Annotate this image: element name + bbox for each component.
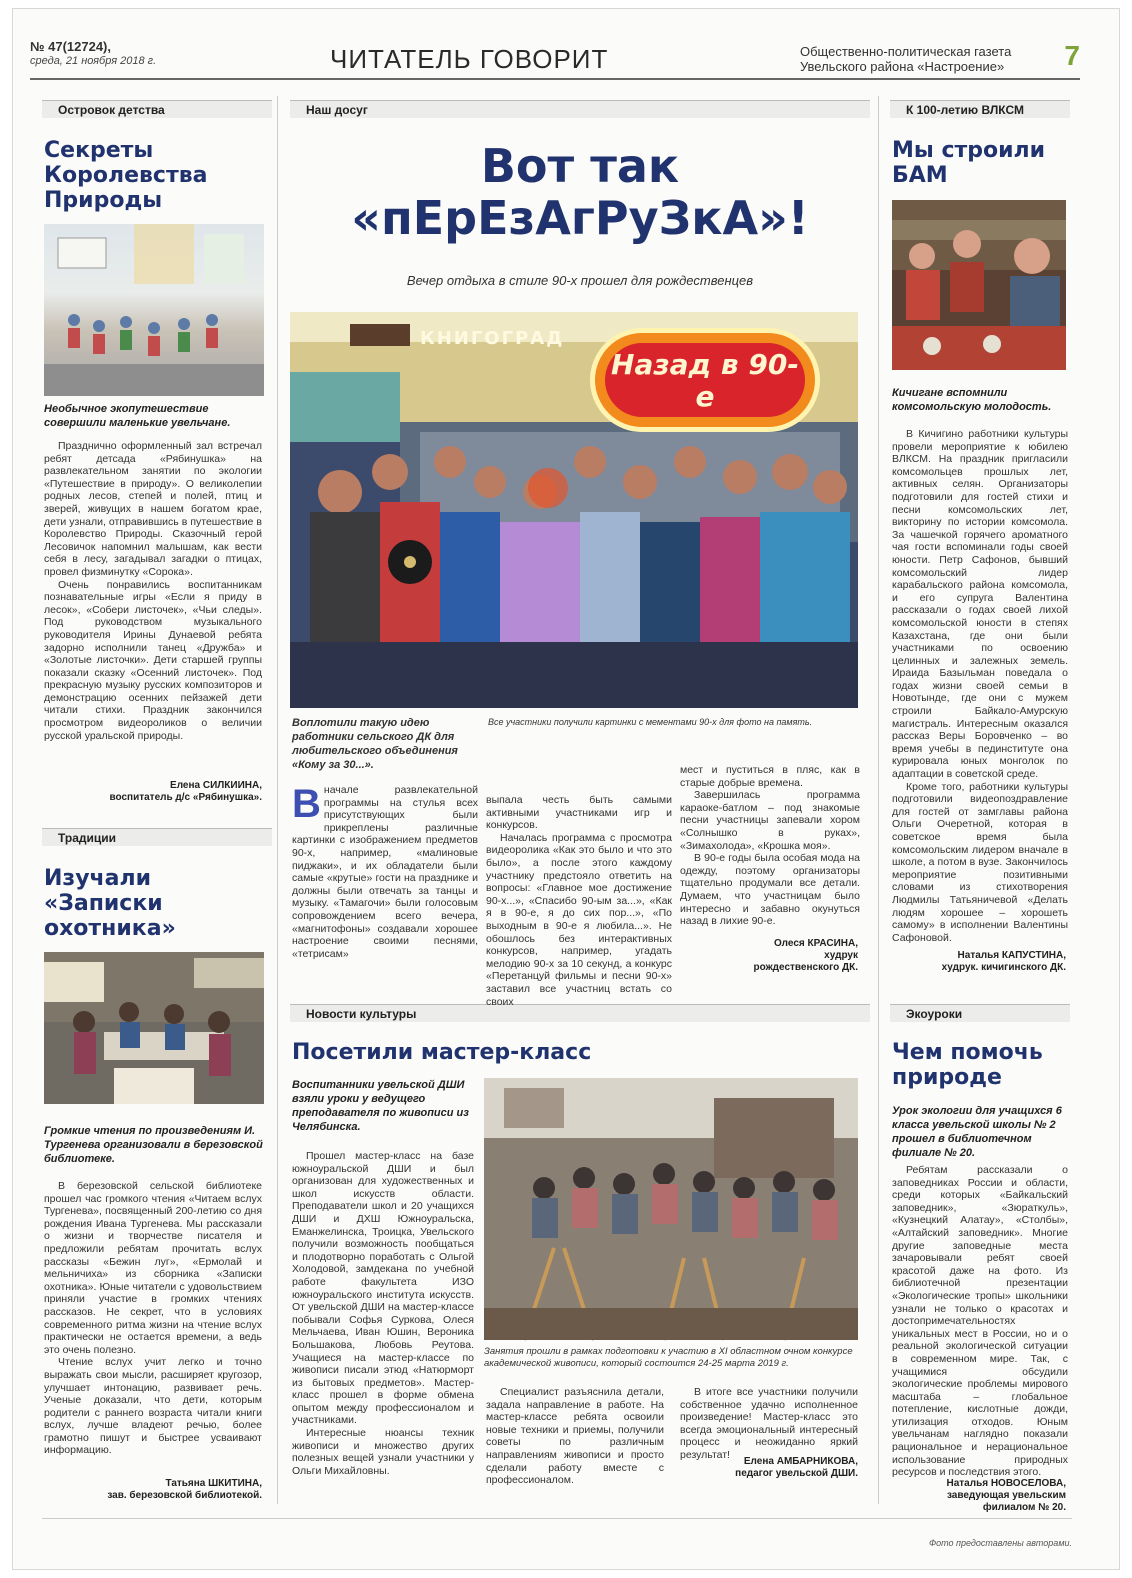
rubric-tradicii: Традиции	[42, 828, 272, 846]
masthead	[30, 36, 1080, 80]
dropcap: В	[292, 782, 321, 826]
vlksm-photo	[892, 200, 1066, 370]
main-headline: Вот так «пЕрЕзАгРуЗкА»!	[351, 139, 809, 245]
article-body: В Кичигино работники культуры провели мероприятие к юбилею ВЛКСМ. На праздник пригласили комсомольцев прошлых лет, активных селян. Организаторы подготовили для гостей стихи и песни комсомольских лет, викторину по истории комсомола. За чашечкой горячего ароматного чая гости вспоминали годы своей юности. Петр Сафонов, бывший комсомольский лидер карабальского района комсомола, и его супруга Валентина рассказали о годах своей лихой комсомольской юности в степях Казахстана, где они были участниками по освоению целинных и залежных земель. Ираида Базыльман поведала о годах жизни своей семьи в Новотынде, где они с мужем строили Байкало-Амурскую магистраль. Интересным оказался рассказ Веры Боровченко – во время учебы в пединституте она курировала юных монголок по адаптации в советской среде. Кроме того, работники культуры подготовили видеопоздравление для гостей от замглавы района Ольги Очеретной, которая в советское время была комсомольским лидером вначале в школе, а потом в вузе. Закончилось мероприятие позитивными словами из стихотворения Людмилы Татьяничевой «Делать людям хорошее – хорошеть самому» в исполнении Валентины Сафоновой.	[892, 428, 1068, 944]
main-body-col3: мест и пуститься в пляс, как в старые добрые времена. Завершилась программа караоке-батлом – под знакомые песни участницы запевали хором «Солнышко в руках», «Зимахолода», «Крошка моя». В 90-е годы была особая мода на одежду, поэтому организаторы тщательно продумали все детали. Думаем, что участницам было интересно и забавно окунуться назад в лихие 90-е.	[680, 764, 860, 928]
article-title: Чем помочь природе	[892, 1040, 1043, 1090]
column-divider-right	[878, 96, 879, 1504]
rubric-ostrovok: Островок детства	[42, 100, 272, 118]
rubric-dosug: Наш досуг	[290, 100, 870, 118]
rubric-novosti: Новости культуры	[290, 1004, 870, 1022]
issue-date: среда, 21 ноября 2018 г.	[30, 55, 157, 67]
masterclass-photo	[484, 1078, 858, 1340]
section-title: ЧИТАТЕЛЬ ГОВОРИТ	[330, 44, 609, 74]
main-body-col2: выпала честь быть самыми активными участниками игр и конкурсов. Началась программа с просмотра видеоролика «Как это было и что это было», а после этого каждому участнику предстояло ответить на вопросы: «Главное мое достижение 90-х...», «Спасибо 90-ым за...», «Как я в 90-е, я до сих пор...», «По выходным в 90-е я любила...». Не обошлось без интерактивных конкурсов, например, угадать мелодию 90-х за 10 секунд, а конкурс «Перетанцуй фильмы и песни 90-х» заставил все участниц встать со своих	[486, 794, 672, 1008]
retro-sign-text: Назад в 90-е	[605, 343, 805, 417]
article-lead: Необычное экопутешествие совершили маленькие увельчане.	[44, 403, 231, 429]
main-subhead: Вечер отдыха в стиле 90-х прошел для рождественцев	[406, 273, 754, 288]
article-body-col3: В итоге все участники получили собственное удачно исполненное произведение! Мастер-класс это всегда эмоциональный интересный процесс и неожиданно яркий результат!	[680, 1386, 858, 1461]
main-party-photo	[290, 312, 858, 708]
page-number: 7	[1064, 40, 1080, 71]
kindergarten-photo	[44, 224, 264, 396]
article-title: Мы строили БАМ	[892, 138, 1046, 188]
article-signature: Елена АМБАРНИКОВА, педагог увельской ДШИ.	[735, 1456, 858, 1479]
veterans-tea-scene-image	[892, 200, 1066, 370]
photo-caption-left: Воплотили такую идею работники сельского ДК для любительского объединения «Кому за 30...».	[292, 717, 458, 771]
footer-rule	[42, 1518, 1072, 1519]
column-divider-left	[277, 96, 278, 1504]
store-sign: КНИГОГРАД	[420, 328, 565, 349]
library-reading-scene-image	[44, 952, 264, 1104]
article-body: Прошел мастер-класс на базе южноуральской ДШИ и был организован для художественных и школ искусств области. Преподаватели школ и 20 учащихся ДШИ и ДХШ Южноуральска, Еманжелинска, Троицка, Увельского получили возможность пообщаться и плодотворно поработать с Ольгой Холодовой, замдекана по учебной работе факультета ИЗО южноуральского института искусств. От увельской ДШИ на мастер-классе побывали Софья Суркова, Олеся Мельчаева, Иван Юшин, Вероника Большакова, Любовь Реутова. Учащиеся на мастер-классе по живописи писали этюд «Натюрморт из бытовых предметов». Мастер-класс прошел в форме обмена опытом между профессионалом и участниками. Интересные нюансы техник живописи и множество других полезных вещей узнали участники у Ольги Михайловны.	[292, 1150, 474, 1477]
library-photo	[44, 952, 264, 1104]
article-body: В березовской сельской библиотеке прошел час громкого чтения «Читаем вслух Тургенева», посвященный 200-летию со дня рождения Ивана Тургенева. Мы рассказали о жизни и творчестве писателя и предложили ребятам прочитать вслух рассказы «Бежин луг», «Ермолай и мельничиха» из сборника «Записки охотника». Юные читатели с удовольствием приняли участие в громких чтениях рассказов. Не секрет, что в условиях современного ритма жизни на чтение вслух практически не остается времени, а ведь это очень полезно. Чтение вслух учит легко и точно выражать свои мысли, расширяет кругозор, улучшает интонацию, развивает речь. Ученые доказали, что дети, которым родители с раннего возраста читали книги вслух, лучше владеют речью, более грамотно пишут и быстрее усваивают информацию.	[44, 1180, 262, 1457]
photo-caption-right: Все участники получили картинки с мементами 90-х для фото на память.	[488, 717, 813, 727]
rubric-ekouroki: Экоуроки	[890, 1004, 1070, 1022]
kindergarten-scene-image	[44, 224, 264, 396]
article-title: Изучали «Записки охотника»	[44, 866, 176, 941]
article-lead: Громкие чтения по произведениям И. Тургенева организовали в березовской библиотеке.	[44, 1125, 263, 1165]
article-title: Посетили мастер-класс	[292, 1040, 592, 1065]
article-signature: Татьяна ШКИТИНА, зав. березовской библиотекой.	[107, 1478, 262, 1501]
article-signature: Наталья КАПУСТИНА, худрук. кичигинского ДК.	[941, 950, 1066, 973]
painting-class-scene-image	[484, 1078, 858, 1340]
article-body: Празднично оформленный зал встречал ребят детсада «Рябинушка» на развлекательном занятии по экологии «Путешествие в природу». О великолепии родных лесов, степей и полей, птиц и зверей, живущих в нашем богатом крае, дети узнали, отправившись в путешествие в Королевство Природы. Сказочный герой Лесовичок напомнил малышам, как вести себя в лесу, загадывал загадки о птицах, провел физминутку «Сорока». Очень понравились воспитанникам познавательные игры «Если я приду в лесок», «Собери листочек», «Чьи следы». Под руководством музыкального руководителя Ирины Дунаевой ребята задорно исполнили танец «Дружба» и «Золотые листочки». Дети старшей группы показали сказку «Осенний листочек». Под прекрасную музыку русских композиторов и демонстрацию осенних пейзажей дети читали стихи. Праздник закончился просмотром видеороликов о величии русской уральской природы.	[44, 440, 262, 742]
article-lead: Урок экологии для учащихся 6 класса увельской школы № 2 прошел в библиотечном филиале № 20.	[892, 1105, 1062, 1159]
article-body-col2: Специалист разъяснила детали, задала направление в работе. На мастер-классе ребята освоили новые техники и приемы, получили советы по различным направлениям живописи и просто сделали работу вместе с профессионалом.	[486, 1386, 664, 1487]
issue-number: № 47(12724), среда, 21 ноября 2018 г.	[30, 39, 157, 67]
article-signature: Наталья НОВОСЕЛОВА, заведующая увельским филиалом № 20.	[946, 1478, 1066, 1513]
article-title: Секреты Королевства Природы	[44, 138, 208, 213]
rubric-vlksm: К 100-летию ВЛКСМ	[890, 100, 1070, 118]
paper-name: Общественно-политическая газета Увельского района «Настроение»	[800, 44, 1012, 74]
main-signature: Олеся КРАСИНА, худрук рождественского ДК.	[753, 938, 858, 973]
retro-sign	[590, 328, 820, 432]
article-signature: Елена СИЛКИИНА, воспитатель д/с «Рябинушка».	[109, 780, 262, 803]
article-lead: Воспитанники увельской ДШИ взяли уроки у ведущего преподавателя по живописи из Челябинска.	[292, 1079, 469, 1133]
article-body: Ребятам рассказали о заповедниках России и области, среди которых «Байкальский заповедник», «Зюраткуль», «Кузнецкий Алатау», «Столбы», «Алтайский заповедник». Многие другие заповедные места зачаровывали ребят своей красотой даже на фото. Из библиотечной презентации «Экологические тропы» школьники узнали не только о красотах и достопримечательностях уникальных мест в России, но и о реальной экологической ситуации в современном мире. Так, с учащимися обсудили экологические проблемы мирового масштаба – глобальное потепление, кислотные дожди, утилизация отходов. Юным увельчанам наглядно показали рациональное и нерациональное использование природных ресурсов и последствия этого.	[892, 1164, 1068, 1479]
article-lead: Кичигане вспомнили комсомольскую молодость.	[892, 387, 1052, 413]
photo-credit: Фото предоставлены авторами.	[928, 1538, 1072, 1548]
photo-caption: Занятия прошли в рамках подготовки к участию в XI областном очном конкурсе академической живописи, который состоится 24-25 марта 2019 г.	[484, 1346, 853, 1369]
main-body-col1: Вначале развлекательной программы на стулья всех присутствующих были прикреплены различные картинки с изображением предметов 90-х, например, «малиновые пиджаки», и их обладатели были самые «крутые» гости на празднике и должны были отвечать за танцы и музыку. «Тамагочи» были голосовым сопровождением всего вечера, «магнитофоны» создавали хорошее настроение своими песнями, «тетрисам»	[292, 782, 478, 960]
